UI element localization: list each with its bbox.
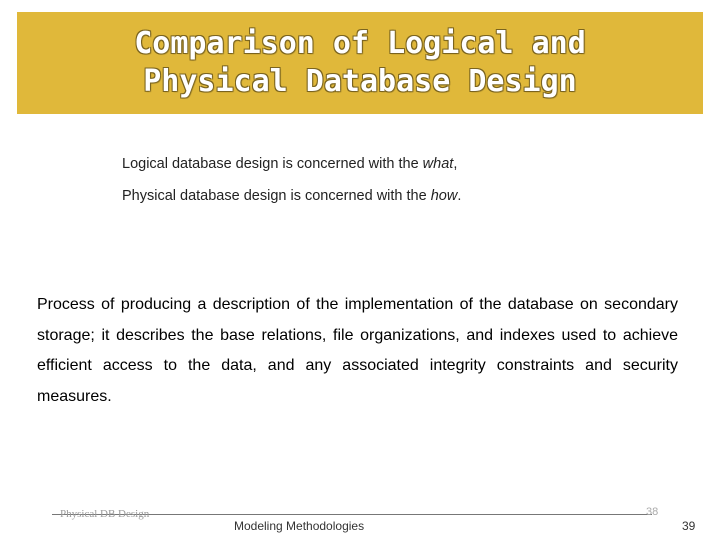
intro-physical-emphasis: how (430, 188, 458, 204)
intro-line-logical (122, 148, 461, 180)
intro-block (122, 148, 461, 212)
intro-line-physical (122, 180, 461, 212)
slide-title-line-1: Comparison of Logical and (134, 26, 586, 61)
title-banner (17, 12, 703, 114)
intro-logical-emphasis: what (422, 156, 454, 172)
intro-physical-suffix: . (457, 188, 462, 204)
intro-physical-text: Physical database design is concerned with the (122, 188, 431, 204)
definition-paragraph: Process of producing a description of the implementation of the database on secondary storage; it describes the base relations, file organizations, and indexes used to achieve efficient access to the data, and any associated integrity constraints and security measures. (37, 296, 678, 405)
intro-logical-suffix: , (453, 156, 458, 172)
page-number: 39 (682, 519, 696, 533)
slide-title-line-2: Physical Database Design (143, 64, 577, 99)
intro-logical-text: Logical database design is concerned with the (122, 156, 423, 172)
footer-left-text: Physical DB Design (60, 508, 150, 520)
footer-center-text: Modeling Methodologies (234, 519, 365, 533)
footer-ghost-number: 38 (646, 506, 659, 518)
